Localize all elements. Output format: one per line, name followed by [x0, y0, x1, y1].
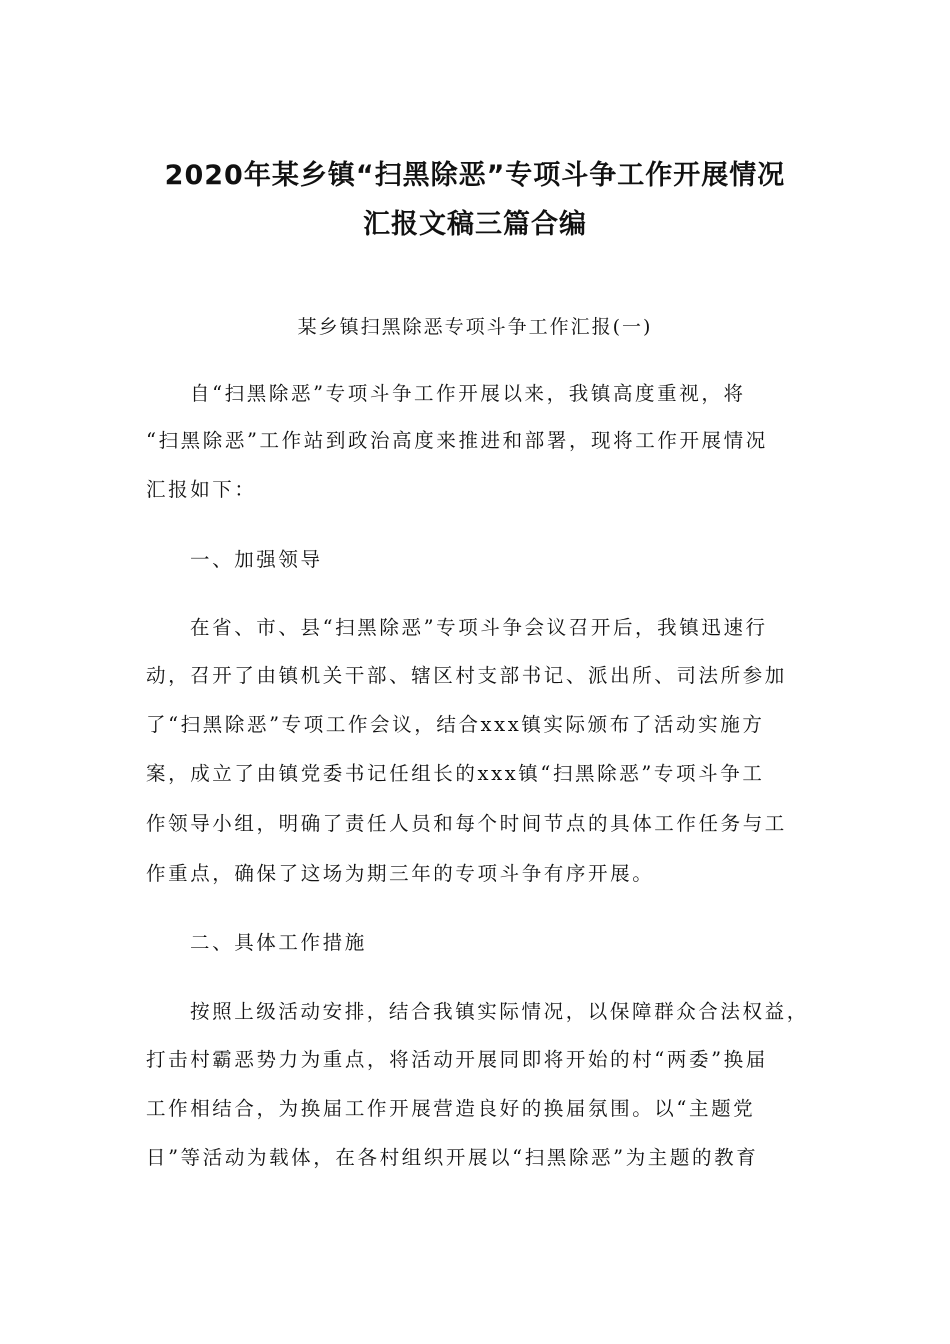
paragraph-2-line-4: 案，成立了由镇党委书记任组长的xxx镇“扫黑除恶”专项斗争工 — [146, 762, 765, 785]
paragraph-3-line-2: 打击村霸恶势力为重点，将活动开展同即将开始的村“两委”换届 — [146, 1048, 768, 1071]
document-title-line-2: 汇报文稿三篇合编 — [363, 209, 587, 240]
paragraph-2-line-2: 动，召开了由镇机关干部、辖区村支部书记、派出所、司法所参加 — [146, 664, 787, 687]
paragraph-2-line-6: 作重点，确保了这场为期三年的专项斗争有序开展。 — [146, 862, 655, 885]
paragraph-3-line-4: 日”等活动为载体，在各村组织开展以“扫黑除恶”为主题的教育 — [146, 1146, 759, 1169]
paragraph-1-line-1: 自“扫黑除恶”专项斗争工作开展以来，我镇高度重视，将 — [190, 382, 746, 405]
paragraph-2-line-1: 在省、市、县“扫黑除恶”专项斗争会议召开后，我镇迅速行 — [190, 616, 768, 639]
heading-2: 二、具体工作措施 — [190, 931, 367, 954]
paragraph-2-line-5: 作领导小组，明确了责任人员和每个时间节点的具体工作任务与工 — [146, 812, 787, 835]
paragraph-3-line-1: 按照上级活动安排，结合我镇实际情况，以保障群众合法权益， — [190, 1000, 809, 1023]
heading-1: 一、加强领导 — [190, 548, 323, 571]
section-subtitle: 某乡镇扫黑除恶专项斗争工作汇报(一) — [297, 316, 653, 338]
paragraph-1-line-2: “扫黑除恶”工作站到政治高度来推进和部署，现将工作开展情况 — [146, 429, 768, 452]
document-title-line-1: 2020年某乡镇“扫黑除恶”专项斗争工作开展情况 — [164, 160, 786, 191]
paragraph-3-line-3: 工作相结合，为换届工作开展营造良好的换届氛围。以“主题党 — [146, 1097, 756, 1120]
paragraph-1-line-3: 汇报如下： — [146, 478, 257, 501]
paragraph-2-line-3: 了“扫黑除恶”专项工作会议，结合xxx镇实际颁布了活动实施方 — [146, 713, 765, 736]
